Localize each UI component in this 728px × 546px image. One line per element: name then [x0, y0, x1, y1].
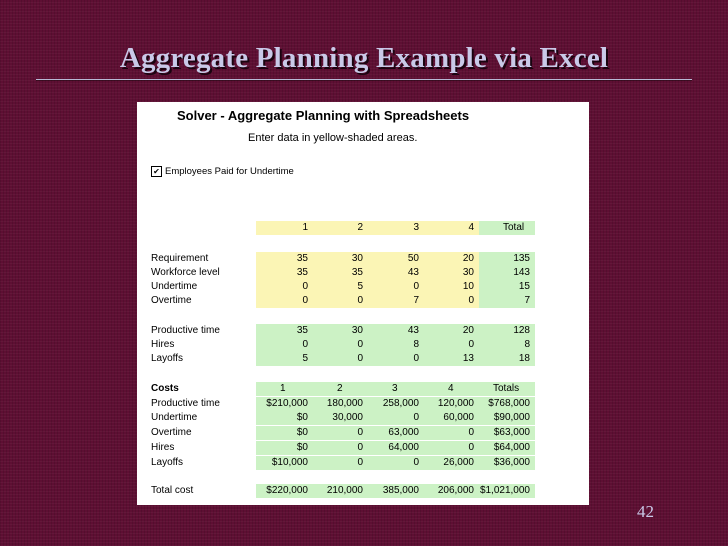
cost-cell[interactable]: 63,000 — [368, 426, 424, 440]
header-cell[interactable]: 3 — [368, 382, 424, 396]
input-cell[interactable]: 35 — [313, 266, 368, 280]
cost-cell[interactable]: $220,000 — [256, 484, 313, 498]
row-label: Productive time — [151, 325, 220, 336]
table-row — [137, 411, 589, 425]
input-cell[interactable]: 0 — [424, 294, 479, 308]
grand-total-cell[interactable]: $1,021,000 — [479, 484, 535, 498]
cost-cell[interactable]: $0 — [256, 441, 313, 455]
input-cell[interactable]: 43 — [368, 266, 424, 280]
result-cell[interactable]: 20 — [424, 324, 479, 338]
result-cell[interactable]: 5 — [256, 352, 313, 366]
table-row — [137, 252, 589, 266]
table-row — [137, 441, 589, 455]
input-cell[interactable]: 35 — [256, 266, 313, 280]
cost-cell[interactable]: 0 — [368, 456, 424, 470]
checkbox-checked-icon[interactable]: ✔ — [151, 166, 162, 177]
total-cell[interactable]: 18 — [479, 352, 535, 366]
table-row — [137, 352, 589, 366]
input-cell[interactable]: 7 — [368, 294, 424, 308]
input-cell[interactable]: 30 — [424, 266, 479, 280]
page-number: 42 — [637, 502, 654, 521]
cost-cell[interactable]: 60,000 — [424, 411, 479, 425]
total-cell[interactable]: 8 — [479, 338, 535, 352]
row-label: Total cost — [151, 485, 194, 496]
input-cell[interactable]: 0 — [256, 280, 313, 294]
table-row — [137, 266, 589, 280]
result-cell[interactable]: 35 — [256, 324, 313, 338]
result-cell[interactable]: 0 — [424, 338, 479, 352]
row-label: Workforce level — [151, 267, 220, 278]
input-cell[interactable]: 10 — [424, 280, 479, 294]
cost-cell[interactable]: $210,000 — [256, 397, 313, 411]
result-cell[interactable]: 43 — [368, 324, 424, 338]
row-label: Requirement — [151, 253, 209, 264]
input-cell[interactable]: 0 — [256, 294, 313, 308]
result-cell[interactable]: 0 — [256, 338, 313, 352]
total-cell[interactable]: $768,000 — [479, 397, 535, 411]
row-label: Layoffs — [151, 457, 184, 468]
cost-cell[interactable]: $0 — [256, 411, 313, 425]
table-row — [137, 338, 589, 352]
cost-cell[interactable]: 180,000 — [313, 397, 368, 411]
checkbox-label: Employees Paid for Undertime — [165, 166, 294, 177]
input-cell[interactable]: 0 — [313, 294, 368, 308]
table-row — [137, 280, 589, 294]
cost-cell[interactable]: 258,000 — [368, 397, 424, 411]
costs-heading: Costs — [151, 383, 179, 394]
input-cell[interactable]: 5 — [313, 280, 368, 294]
spreadsheet-panel — [137, 102, 589, 505]
result-cell[interactable]: 0 — [313, 338, 368, 352]
cost-cell[interactable]: 64,000 — [368, 441, 424, 455]
slide-title: Aggregate Planning Example via Excel — [119, 42, 609, 74]
cost-cell[interactable]: 210,000 — [313, 484, 368, 498]
cost-cell[interactable]: 0 — [368, 411, 424, 425]
row-label: Undertime — [151, 281, 198, 292]
total-cell[interactable]: $64,000 — [479, 441, 535, 455]
row-label: Undertime — [151, 412, 198, 423]
panel-subtitle: Enter data in yellow-shaded areas. — [248, 132, 418, 144]
period-header-row — [137, 221, 589, 235]
total-cell[interactable]: 143 — [479, 266, 535, 280]
cost-cell[interactable]: 30,000 — [313, 411, 368, 425]
total-cell[interactable]: $90,000 — [479, 411, 535, 425]
total-cell[interactable]: 135 — [479, 252, 535, 266]
header-cell[interactable]: 1 — [256, 382, 313, 396]
result-cell[interactable]: 13 — [424, 352, 479, 366]
input-cell[interactable]: 20 — [424, 252, 479, 266]
table-row — [137, 456, 589, 470]
total-cell[interactable]: 15 — [479, 280, 535, 294]
input-cell[interactable]: 30 — [313, 252, 368, 266]
table-row — [137, 426, 589, 440]
header-cell[interactable]: Totals — [479, 382, 535, 396]
cost-cell[interactable]: 0 — [424, 441, 479, 455]
total-cell[interactable]: 7 — [479, 294, 535, 308]
table-row — [137, 294, 589, 308]
row-label: Layoffs — [151, 353, 184, 364]
cost-cell[interactable]: 0 — [313, 456, 368, 470]
header-cell[interactable]: 2 — [313, 221, 368, 235]
title-divider — [36, 79, 692, 80]
header-cell[interactable]: 4 — [424, 382, 479, 396]
result-cell[interactable]: 0 — [313, 352, 368, 366]
cost-cell[interactable]: 26,000 — [424, 456, 479, 470]
total-cell[interactable]: $63,000 — [479, 426, 535, 440]
cost-cell[interactable]: 0 — [313, 426, 368, 440]
cost-cell[interactable]: 120,000 — [424, 397, 479, 411]
panel-title: Solver - Aggregate Planning with Spreadsheets — [177, 108, 470, 123]
row-label: Overtime — [151, 427, 192, 438]
row-label: Overtime — [151, 295, 192, 306]
cost-cell[interactable]: 385,000 — [368, 484, 424, 498]
input-cell[interactable]: 0 — [368, 280, 424, 294]
result-cell[interactable]: 8 — [368, 338, 424, 352]
row-label: Productive time — [151, 398, 220, 409]
input-cell[interactable]: 35 — [256, 252, 313, 266]
total-cell[interactable]: $36,000 — [479, 456, 535, 470]
cost-cell[interactable]: $0 — [256, 426, 313, 440]
header-cell[interactable]: 1 — [256, 221, 313, 235]
cost-cell[interactable]: 0 — [313, 441, 368, 455]
result-cell[interactable]: 30 — [313, 324, 368, 338]
header-cell[interactable]: 2 — [313, 382, 368, 396]
row-label: Hires — [151, 339, 175, 350]
header-cell[interactable]: 4 — [424, 221, 479, 235]
cost-cell[interactable]: 206,000 — [424, 484, 479, 498]
total-cost-row — [137, 484, 589, 498]
input-cell[interactable]: 50 — [368, 252, 424, 266]
table-row — [137, 324, 589, 338]
result-cell[interactable]: 0 — [368, 352, 424, 366]
undertime-paid-option[interactable] — [151, 166, 294, 177]
total-cell[interactable]: 128 — [479, 324, 535, 338]
header-cell[interactable]: 3 — [368, 221, 424, 235]
cost-cell[interactable]: 0 — [424, 426, 479, 440]
table-row — [137, 397, 589, 411]
header-cell[interactable]: Total — [479, 221, 535, 235]
costs-header-row — [137, 382, 589, 396]
cost-cell[interactable]: $10,000 — [256, 456, 313, 470]
row-label: Hires — [151, 442, 175, 453]
